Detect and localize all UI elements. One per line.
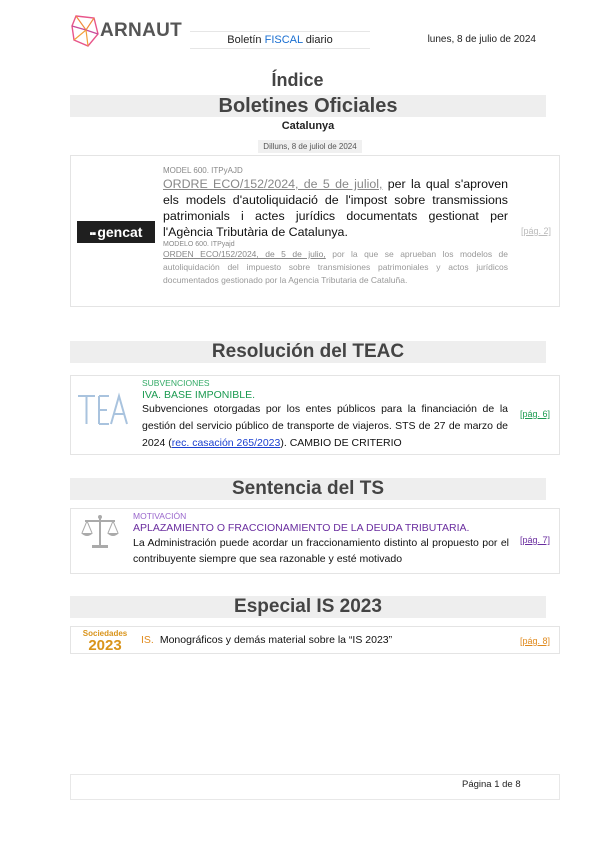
section-title-ts: Sentencia del TS: [70, 478, 546, 500]
casacion-link[interactable]: rec. casación 265/2023: [171, 437, 281, 449]
gencat-dots-icon: ▪▪: [89, 228, 96, 240]
tea-logo-icon: [77, 390, 129, 428]
model-label-ca: MODEL 600. ITPyAJD: [163, 166, 243, 175]
header-date: lunes, 8 de julio de 2024: [427, 34, 536, 45]
section-title-teac: Resolución del TEAC: [70, 341, 546, 363]
order-body-es: por la que se aprueban los modelos de autoliquidación del impuesto sobre transmisiones patrimoniales y actos jurídicos documentados gestionado por la Agencia Tributaria de Cataluña.: [163, 249, 508, 285]
teac-text-before: Subvenciones otorgadas por los entes públicos para la financiación de la gestión del servicio público de transporte de viajeros. STS de 27 de marzo de 2024 (: [142, 403, 508, 449]
ts-label: MOTIVACIÓN: [133, 511, 187, 521]
page-link-8[interactable]: [pág. 8]: [520, 636, 551, 646]
sociedades-logo-line1: Sociedades: [82, 629, 128, 638]
teac-heading: IVA. BASE IMPONIBLE.: [142, 389, 256, 401]
order-link-es[interactable]: ORDEN ECO/152/2024, de 5 de julio,: [163, 249, 326, 259]
page-link-6[interactable]: [pág. 6]: [520, 409, 551, 419]
model-label-es: MODELO 600. ITPyajd: [163, 241, 235, 248]
is-tag: IS.: [141, 634, 154, 646]
teac-text-after: ). CAMBIO DE CRITERIO: [280, 437, 402, 449]
bulletin-suffix: diario: [305, 34, 333, 46]
region-label: Catalunya: [281, 120, 335, 132]
section-title-is: Especial IS 2023: [70, 596, 546, 618]
ts-heading: APLAZAMIENTO O FRACCIONAMIENTO DE LA DEUDA TRIBUTARIA.: [133, 522, 470, 534]
gencat-card: [70, 155, 560, 307]
sociedades-logo-line2: 2023: [88, 637, 122, 654]
bulletin-title: [190, 31, 370, 49]
order-text-ca: [163, 176, 508, 240]
order-link-ca[interactable]: ORDRE ECO/152/2024, de 5 de juliol,: [163, 177, 383, 191]
is-card: [70, 626, 560, 654]
teac-label: SUBVENCIONES: [142, 378, 210, 388]
bulletin-date: Dilluns, 8 de juliol de 2024: [258, 140, 362, 153]
section-title-boletines: Boletines Oficiales: [70, 95, 546, 117]
page-link-7[interactable]: [pág. 7]: [520, 535, 551, 545]
gencat-logo-text: gencat: [97, 224, 143, 240]
scale-icon: [80, 513, 120, 551]
order-body-ca: per la qual s'aproven els models d'autoliquidació de l'impost sobre transmissions patrimonials i actes jurídics documentats gestionat per l'Agència Tributària de Catalunya.: [163, 177, 508, 239]
index-title: Índice: [271, 70, 324, 90]
gencat-logo: [77, 221, 155, 243]
sociedades-logo: [77, 629, 133, 653]
order-text-es: [163, 248, 508, 287]
bulletin-fiscal: FISCAL: [264, 34, 303, 46]
teac-text: [142, 401, 508, 452]
arnaut-emblem-icon: [70, 14, 100, 48]
footer-page-number: Página 1 de 8: [462, 779, 521, 790]
ts-text: La Administración puede acordar un fraccionamiento distinto al propuesto por el contribuyente siempre que sea razonable y esté motivado: [133, 537, 509, 565]
teac-card: [70, 375, 560, 455]
logo-wordmark: ARNAUT: [100, 20, 183, 41]
page-link-2[interactable]: [pág. 2]: [521, 226, 552, 236]
bulletin-prefix: Boletín: [227, 34, 262, 46]
is-text-line: [141, 634, 491, 646]
ts-card: [70, 508, 560, 574]
is-text: Monográficos y demás material sobre la “IS 2023”: [159, 634, 393, 646]
arnaut-logo: [70, 14, 183, 48]
